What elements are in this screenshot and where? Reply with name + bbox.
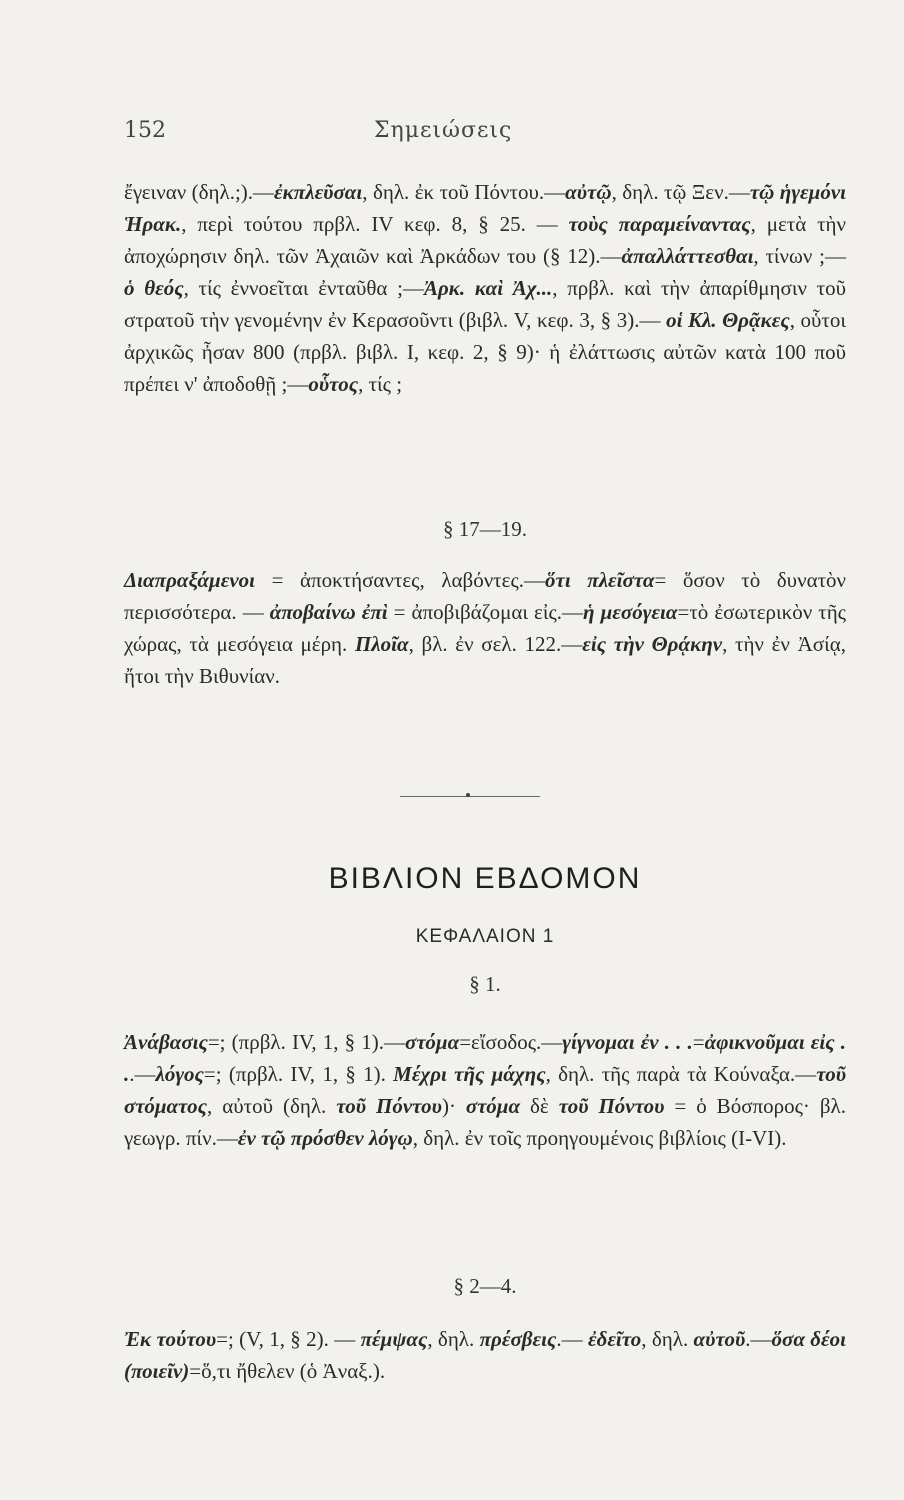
section-heading-1: § 1. <box>469 972 501 996</box>
section-heading-2-4: § 2—4. <box>453 1274 517 1298</box>
note-text: =; (πρβλ. IV, 1, § 1). <box>203 1062 394 1086</box>
notes-paragraph-2 <box>124 564 846 692</box>
lemma-term: οἱ Κλ. Θρᾷκες <box>666 308 790 332</box>
page-header <box>124 118 822 158</box>
lemma-term: τοὺς παραμείναντας <box>568 212 751 236</box>
note-text: =εἴσοδος.— <box>459 1030 563 1054</box>
note-text: , τὴν ἐν Ἀσίᾳ, ἤτοι τὴν Βιθυνίαν. <box>124 632 846 688</box>
note-text: , μετὰ τὴν ἀποχώρησιν δηλ. τῶν Ἀχαιῶν καὶ Ἀρκάδων του (§ 12).— <box>124 212 847 268</box>
lemma-term: οὗτος <box>308 372 359 396</box>
lemma-term: τοῦ Πόντου <box>336 1094 442 1118</box>
lemma-term: ἀφικνοῦμαι εἰς . . <box>124 1030 846 1086</box>
page-number: 152 <box>124 118 166 143</box>
lemma-term: Ἀρκ. καὶ Ἀχ... <box>423 276 553 300</box>
note-text: )· <box>441 1094 466 1118</box>
note-text: , αὐτοῦ (δηλ. <box>207 1094 337 1118</box>
lemma-term: Ἐκ τούτου <box>124 1327 217 1351</box>
lemma-term: Μέχρι τῆς μάχης <box>393 1062 546 1086</box>
note-text: , δηλ. τῷ Ξεν.— <box>611 180 750 204</box>
lemma-term: στόμα <box>465 1094 521 1118</box>
lemma-term: πρέσβεις <box>479 1327 557 1351</box>
note-text: , δηλ. <box>427 1327 480 1351</box>
lemma-term: ἀποβαίνω ἐπὶ <box>269 600 388 624</box>
note-text: , περὶ τούτου πρβλ. IV κεφ. 8, § 25. — <box>181 212 569 236</box>
divider-dot <box>466 793 470 797</box>
note-text: , τίς ἐννοεῖται ἐνταῦθα ;— <box>183 276 424 300</box>
section-divider <box>400 796 540 797</box>
lemma-term: πέμψας <box>360 1327 428 1351</box>
note-text: = ἀποκτήσαντες, λαβόντες.— <box>255 568 546 592</box>
chapter-title: ΚΕΦΑΛΑΙΟΝ 1 <box>415 926 555 947</box>
lemma-term: ἀπαλλάττεσθαι <box>621 244 754 268</box>
note-text: , δηλ. ἐκ τοῦ Πόντου.— <box>362 180 566 204</box>
note-text: δὲ <box>520 1094 559 1118</box>
note-text: =τὸ ἐσωτερικὸν τῆς χώρας, τὰ μεσόγεια μέρη. <box>124 600 846 656</box>
lemma-term: ἐν τῷ πρόσθεν λόγῳ <box>237 1126 413 1150</box>
lemma-term: Πλοῖα <box>354 632 409 656</box>
lemma-term: ὁ θεός <box>124 276 184 300</box>
running-title: Σημειώσεις <box>374 118 513 143</box>
lemma-term: αὐτοῦ <box>693 1327 746 1351</box>
notes-paragraph-3 <box>124 1026 846 1154</box>
note-text: = ὅσον τὸ δυνατὸν περισσότερα. — <box>124 568 847 624</box>
note-text: , δηλ. τῆς παρὰ τὰ Κούναξα.— <box>545 1062 817 1086</box>
note-text: , τίνων ;— <box>753 244 846 268</box>
lemma-term: γίγνομαι ἐν . . . <box>562 1030 693 1054</box>
lemma-term: ἡ μεσόγεια <box>583 600 678 624</box>
note-text: , βλ. ἐν σελ. 122.— <box>408 632 583 656</box>
lemma-term: ἐδεῖτο <box>587 1327 642 1351</box>
notes-paragraph-1 <box>124 176 846 400</box>
note-text: =; (πρβλ. IV, 1, § 1).— <box>207 1030 406 1054</box>
note-text: .— <box>556 1327 588 1351</box>
lemma-term: τοῦ Πόντου <box>558 1094 665 1118</box>
lemma-term: αὐτῷ <box>565 180 612 204</box>
note-text: = ὁ Βόσπορος· βλ. γεωγρ. πίν.— <box>124 1094 846 1150</box>
section-heading-17-19: § 17—19. <box>443 517 527 541</box>
note-text: =ὅ,τι ἤθελεν (ὁ Ἀναξ.). <box>189 1359 386 1383</box>
book-title: ΒΙΒΛΙΟΝ ΕΒΔΟΜΟΝ <box>328 862 642 895</box>
lemma-term: ὅτι πλεῖστα <box>545 568 655 592</box>
lemma-term: στόμα <box>405 1030 460 1054</box>
note-text: , οὗτοι ἀρχικῶς ἦσαν 800 (πρβλ. βιβλ. I, κεφ. 2, § 9)· ἡ ἐλάττωσις αὐτῶν κατὰ 100 ποῦ πρέπει ν' ἀποδοθῇ ;— <box>124 308 846 396</box>
lemma-term: εἰς τὴν Θρᾴκην <box>582 632 723 656</box>
note-text: .— <box>129 1062 156 1086</box>
note-text: ἔγειναν (δηλ.;).— <box>124 180 275 204</box>
lemma-term: ὅσα δέοι (ποιεῖν) <box>124 1327 846 1383</box>
lemma-term: Ἀνάβασις <box>124 1030 208 1054</box>
note-text: , δηλ. ἐν τοῖς προηγουμένοις βιβλίοις (I-VI). <box>412 1126 787 1150</box>
lemma-term: τοῦ στόματος <box>124 1062 846 1118</box>
note-text: .— <box>745 1327 772 1351</box>
notes-paragraph-4 <box>124 1323 846 1387</box>
note-text: =; (V, 1, § 2). — <box>216 1327 361 1351</box>
lemma-term: τῷ ἡγεμόνι Ἡρακ. <box>124 180 847 236</box>
note-text: = <box>692 1030 705 1054</box>
lemma-term: Διαπραξάμενοι <box>124 568 255 592</box>
lemma-term: λόγος <box>155 1062 204 1086</box>
note-text: , τίς ; <box>358 372 403 396</box>
note-text: = ἀποβιβάζομαι εἰς.— <box>387 600 584 624</box>
note-text: , δηλ. <box>641 1327 694 1351</box>
lemma-term: ἐκπλεῦσαι <box>274 180 363 204</box>
note-text: , πρβλ. καὶ τὴν ἀπαρίθμησιν τοῦ στρατοῦ τὴν γενομένην ἐν Κερασοῦντι (βιβλ. V, κεφ. 3, § 3).— <box>124 276 846 332</box>
